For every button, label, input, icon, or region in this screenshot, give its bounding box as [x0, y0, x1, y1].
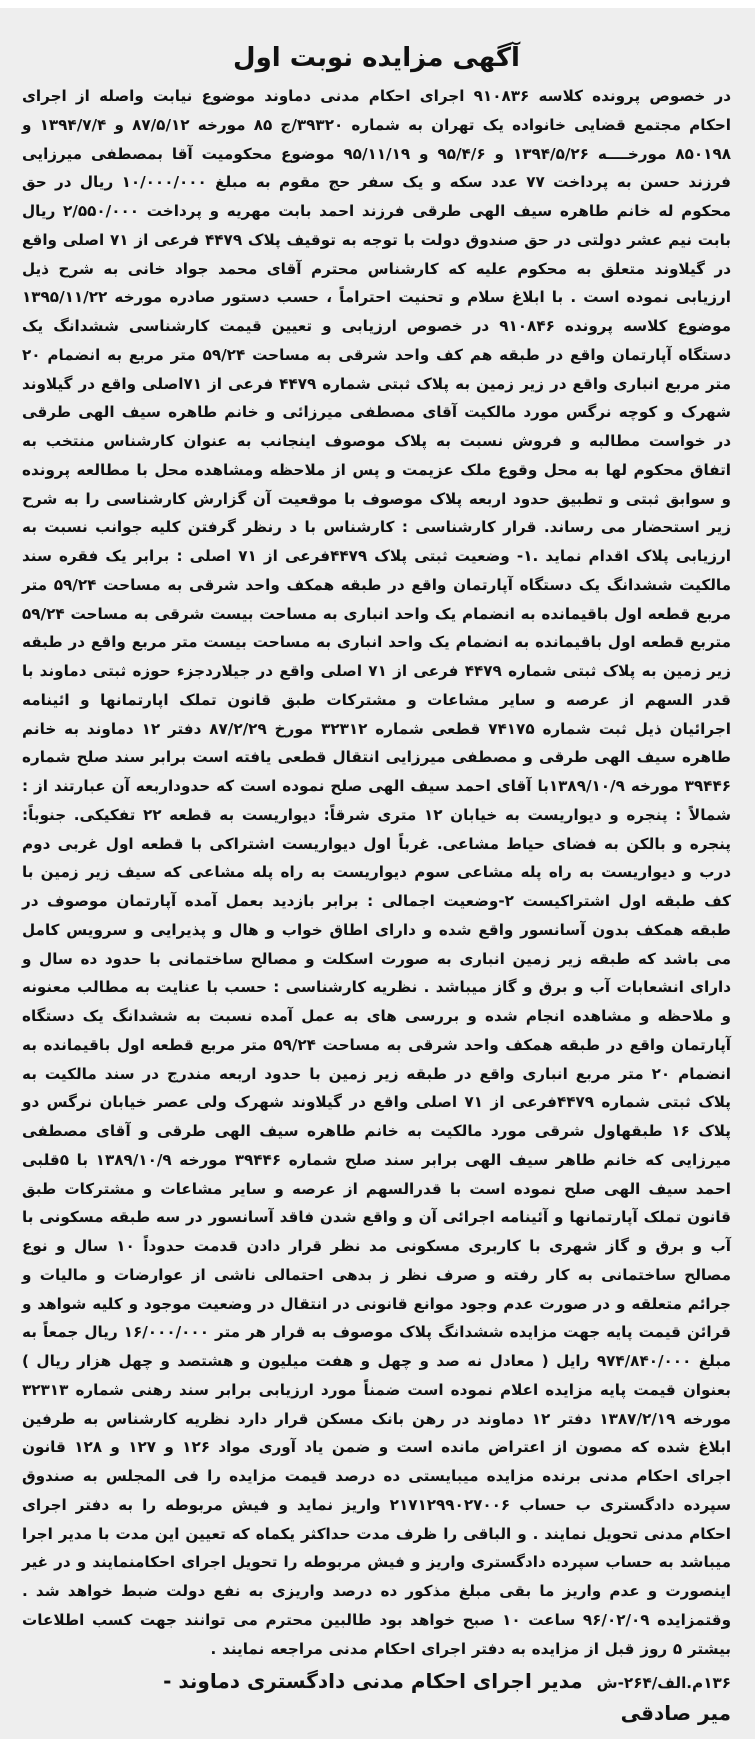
- notice-title: آگهی مزایده نوبت اول: [233, 43, 520, 73]
- notice-footer: [22, 1667, 731, 1729]
- signer-name: میر صادقی: [620, 1701, 731, 1726]
- clipping-top-edge: [0, 0, 755, 8]
- notice-body: در خصوص پرونده کلاسه ۹۱۰۸۳۶ اجرای احکام مدنی دماوند موضوع نیابت واصله از اجرای احکام مجتمع قضایی خانواده یک تهران به شماره ۳۹۳۲۰/ج ۸۵ مورخه ۸۷/۵/۱۲ و ۱۳۹۴/۷/۴ و ۸۵۰۱۹۸ مورخــــه ۱۳۹۴/۵/۲۶ و ۹۵/۴/۶ و ۹۵/۱۱/۱۹ موضوع محکومیت آقا بمصطفی میرزایی فرزند حسن به پرداخت ۷۷ عدد سکه و یک سفر حج مقوم به مبلغ ۱۰/۰۰۰/۰۰۰ ریال در حق محکوم له خانم طاهره سیف الهی طرقی فرزند احمد بابت مهریه و پرداخت ۲/۵۵۰/۰۰۰ ریال بابت نیم عشر دولتی در حق صندوق دولت با توجه به توقیف پلاک ۴۴۷۹ فرعی از ۷۱ اصلی واقع در گیلاوند متعلق به محکوم علیه که کارشناس محترم آقای محمد جواد خانی به شرح ذیل ارزیابی نموده است . با ابلاغ سلام و تحنیت احتراماً ، حسب دستور صادره مورخه ۱۳۹۵/۱۱/۲۲ موضوع کلاسه پرونده ۹۱۰۸۴۶ در خصوص ارزیابی و تعیین قیمت کارشناسی ششدانگ یک دستگاه آپارتمان واقع در طبقه هم کف واحد شرقی به مساحت ۵۹/۲۴ متر مربع به انضمام ۲۰ متر مربع انباری واقع در زیر زمین به پلاک ثبتی شماره ۴۴۷۹ فرعی از ۷۱اصلی واقع در گیلاوند شهرک و کوچه نرگس مورد مالکیت آقای مصطفی میرزائی و خانم طاهره سیف الهی طرقی در خواست مطالبه و فروش نسبت به پلاک موصوف اینجانب به عنوان کارشناس منتخب به اتفاق محکوم لها به محل وقوع ملک عزیمت و پس از ملاحظه ومشاهده محل با مطالعه پرونده و سوابق ثبتی و تطبیق حدود اربعه پلاک موصوف با موقعیت آن گزارش کارشناسی را به شرح زیر استحضار می رساند. قرار کارشناسی : کارشناس با د رنظر گرفتن کلیه جوانب نسبت به ارزیابی پلاک اقدام نماید .۱- وضعیت ثبتی پلاک ۴۴۷۹فرعی از ۷۱ اصلی : برابر یک فقره سند مالکیت ششدانگ یک دستگاه آپارتمان واقع در طبقه همکف واحد شرقی به مساحت ۵۹/۲۴ متر مربع قطعه اول باقیمانده به انضمام یک واحد انباری به مساحت بیست شرقی به مساحت ۵۹/۲۴ متربع قطعه اول باقیمانده به انضمام یک واحد انباری به مساحت بیست متر مربع واقع در طبقه زیر زمین به پلاک ثبتی شماره ۴۴۷۹ فرعی از ۷۱ اصلی واقع در جیلاردجزء حوزه ثبتی دماوند با قدر السهم از عرصه و سایر مشاعات و مشترکات طبق قانون تملک اپارتمانها و ائینامه اجرائیان ذیل ثبت شماره ۷۴۱۷۵ قطعی شماره ۳۲۳۱۲ مورخ ۸۷/۲/۲۹ دفتر ۱۲ دماوند به خانم طاهره سیف الهی طرقی و مصطفی میرزایی انتقال قطعی یافته است برابر سند صلح شماره ۳۹۴۴۶ مورخه ۱۳۸۹/۱۰/۹با آقای احمد سیف الهی صلح نموده است که حدوداربعه آن عبارتند از : شمالاً : پنجره و دیواریست به خیابان ۱۲ متری شرقاً: دیواریست به قطعه ۲۲ تفکیکی. جنوباً: پنجره و بالکن به فضای حیاط مشاعی. غرباً اول دیواریست اشتراکی با قطعه اول غربی دوم درب و دیواریست به راه پله مشاعی سوم دیواریست به راه پله مشاعی که سیف زیر زمین با کف طبقه اول اشتراکیست ۲-وضعیت اجمالی : برابر بازدید بعمل آمده آپارتمان موصوف در طبقه همکف بدون آسانسور واقع شده و دارای اطاق خواب و هال و پذیرایی و سرویس کامل می باشد که طبقه زیر زمین انباری به صورت اسکلت و مصالح ساختمانی با حدود ده سال و دارای انشعابات آب و برق و گاز میباشد . نظریه کارشناسی : حسب با عنایت به مطالب معنونه و ملاحظه و مشاهده انجام شده و بررسی های به عمل آمده نسبت به ششدانگ یک دستگاه آپارتمان واقع در طبقه همکف واحد شرقی به مساحت ۵۹/۲۴ متر مربع قطعه اول باقیمانده به انضمام ۲۰ متر مربع انباری واقع در طبقه زیر زمین با حدود اربعه مندرج در سند مالکیت به پلاک ثبتی شماره ۴۴۷۹فرعی از ۷۱ اصلی واقع در گیلاوند شهرک ولی عصر خیابان نرگس دو پلاک ۱۶ طبقهاول شرقی مورد مالکیت به خانم طاهره سیف الهی طرقی و آقای مصطفی میرزایی که خانم طاهر سیف الهی برابر سند صلح شماره ۳۹۴۴۶ مورخه ۱۳۸۹/۱۰/۹ با ۵قلبی احمد سیف الهی صلح نموده است با قدرالسهم از عرصه و سایر مشاعات و مشترکات طبق قانون تملک آپارتمانها و آئینامه اجرائی آن و واقع شدن فاقد آسانسور در سه طبقه مسکونی با آب و برق و گاز شهری با کاربری مسکونی مد نظر قرار دادن قدمت حدوداً ۱۰ سال و نوع مصالح ساختمانی به کار رفته و صرف نظر ز بدهی احتمالی ناشی از عوارضات و مالیات و جرائم متعلقه و در صورت عدم وجود موانع قانونی در انتقال در وضعیت موجود و کلیه شواهد و قرائن قیمت پایه جهت مزایده ششدانگ پلاک موصوف به قرار هر متر ۱۶/۰۰۰/۰۰۰ ریال جمعاً به مبلغ ۹۷۴/۸۴۰/۰۰۰ رایل ( معادل نه صد و چهل و هفت میلیون و هشتصد و چهل هزار ریال ) بعنوان قیمت پایه مزایده اعلام نموده است ضمناً مورد ارزیابی برابر سند رهنی شماره ۳۲۳۱۳ مورخه ۱۳۸۷/۲/۱۹ دفتر ۱۲ دماوند در رهن بانک مسکن قرار دارد نظریه کارشناس به طرفین ابلاغ شده که مصون از اعتراض مانده است و ضمن یاد آوری مواد ۱۲۶ و ۱۲۷ و ۱۲۸ قانون اجرای احکام مدنی برنده مزایده میبایستی ده درصد قیمت مزایده را فی المجلس به صندوق سپرده دادگستری ب حساب ۲۱۷۱۲۹۹۰۲۷۰۰۶ واریز نماید و فیش مربوطه را به دفتر اجرای احکام مدنی تحویل نمایند . و الباقی را ظرف مدت حداکثر یکماه که تعیین این مدت با مدیر اجرا میباشد به حساب سپرده دادگستری واریز و فیش مربوطه را تحویل اجرای احکامنمایند و در غیر اینصورت و عدم واریز ما بقی مبلغ مذکور ده درصد واریزی به نفع دولت ضبط خواهد شد . وقتمزایده ۹۶/۰۲/۰۹ ساعت ۱۰ صبح خواهد بود طالبین محترم می توانند جهت کسب اطلاعات بیشتر ۵ روز قبل از مزایده به دفتر اجرای احکام مدنی مراجعه نمایند .: [22, 87, 732, 1658]
- signature-line: [22, 1667, 731, 1697]
- signer-title: مدیر اجرای احکام مدنی دادگستری دماوند -: [163, 1669, 583, 1694]
- reference-code: ۱۳۶م.الف/۲۶۴-ش: [596, 1674, 731, 1693]
